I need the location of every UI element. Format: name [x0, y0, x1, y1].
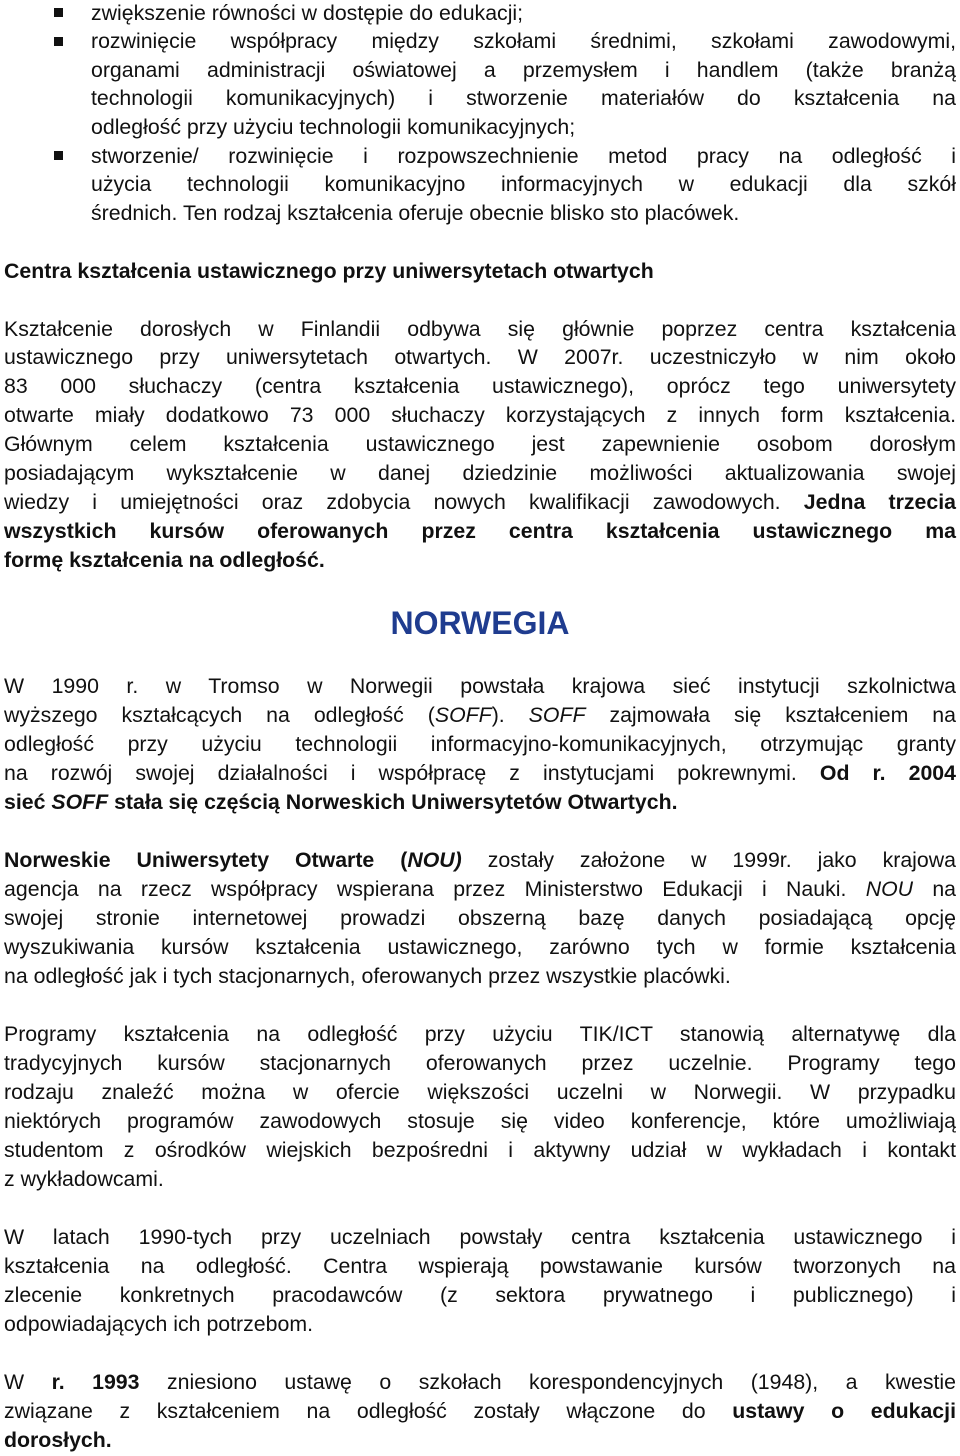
bullet-text: organami administracji oświatowej a przemysłem i handlem (także branżą	[91, 58, 956, 82]
emphasis-run: Od r. 2004	[819, 761, 956, 785]
text-run: związane z kształceniem na odległość zostały włączone do	[4, 1399, 733, 1423]
emphasis-run: ustawy o edukacji	[732, 1399, 956, 1423]
acronym-run: NOU	[865, 877, 914, 901]
text-run: stała się częścią Norweskich Uniwersytetów Otwartych.	[108, 790, 678, 814]
bullet-text: użycia technologii komunikacyjno informacyjnych w edukacji dla szkół	[91, 172, 956, 196]
paragraph-line: tradycyjnych kursów stacjonarnych oferowanych przez uczelnie. Programy tego	[4, 1051, 956, 1075]
paragraph-line: dorosłych.	[4, 1428, 112, 1452]
bullet-text: średnich. Ten rodzaj kształcenia oferuje obecnie blisko sto placówek.	[91, 201, 740, 225]
paragraph-line	[4, 1368, 956, 1397]
paragraph-line	[4, 488, 956, 517]
paragraph-line: niektórych programów zawodowych stosuje się video konferencje, które umożliwiają	[4, 1109, 956, 1133]
acronym-run: SOFF	[434, 703, 492, 727]
paragraph-line: swojej stronie internetowej prowadzi obszerną bazę danych posiadającą opcję	[4, 906, 956, 930]
text-run: wiedzy i umiejętności oraz zdobycia nowych kwalifikacji zawodowych.	[4, 490, 804, 514]
bullet-text: zwiększenie równości w dostępie do edukacji;	[91, 1, 524, 25]
paragraph-line	[4, 701, 956, 730]
paragraph-line: rodzaju znaleźć można w ofercie większości uczelni w Norwegii. W przypadku	[4, 1080, 956, 1104]
paragraph-line: wszystkich kursów oferowanych przez centra kształcenia ustawicznego ma	[4, 519, 956, 543]
paragraph-line: zlecenie konkretnych pracodawców (z sektora prywatnego i publicznego) i	[4, 1283, 956, 1307]
paragraph-line: z wykładowcami.	[4, 1167, 164, 1191]
emphasis-run: Jedna trzecia	[803, 490, 956, 514]
bullet-text: odległość przy użyciu technologii komunikacyjnych;	[91, 115, 576, 139]
paragraph-line: studentom z ośrodków wiejskich bezpośredni i aktywny udział w wykładach i kontakt	[4, 1138, 956, 1162]
paragraph-line: kształcenia na odległość. Centra wspierają powstawanie kursów tworzonych na	[4, 1254, 956, 1278]
paragraph-line: ustawicznego przy uniwersytetach otwartych. W 2007r. uczestniczyło w nim około	[4, 345, 956, 369]
paragraph-line: 83 000 słuchaczy (centra kształcenia ustawicznego), oprócz tego uniwersytety	[4, 374, 956, 398]
text-run: wyższego kształcących na odległość (	[4, 703, 435, 727]
acronym-run: SOFF	[51, 790, 109, 814]
text-run: ).	[491, 703, 529, 727]
paragraph-line: posiadającym wykształcenie w danej dziedzinie możliwości aktualizowania swojej	[4, 461, 956, 485]
bullet-text: rozwinięcie współpracy między szkołami średnimi, szkołami zawodowymi,	[91, 29, 956, 53]
country-heading: NORWEGIA	[390, 605, 570, 641]
paragraph-line: odległość przy użyciu technologii informacyjno-komunikacyjnych, otrzymując granty	[4, 732, 956, 756]
text-run: na rozwój swojej działalności i współpracę z instytucjami pokrewnymi.	[4, 761, 820, 785]
paragraph-line	[4, 759, 956, 788]
paragraph-line	[4, 846, 956, 875]
emphasis-run: r. 1993	[51, 1370, 140, 1394]
paragraph-line	[4, 1397, 956, 1426]
paragraph-line: Kształcenie dorosłych w Finlandii odbywa się głównie poprzez centra kształcenia	[4, 317, 956, 341]
paragraph-line: W 1990 r. w Tromso w Norwegii powstała krajowa sieć instytucji szkolnictwa	[4, 674, 956, 698]
emphasis-run: Norweskie Uniwersytety Otwarte (	[4, 848, 408, 872]
paragraph-line: Głównym celem kształcenia ustawicznego jest zapewnienie osobom dorosłym	[4, 432, 956, 456]
bullet-text: technologii komunikacyjnych) i stworzenie materiałów do kształcenia na	[91, 86, 956, 110]
paragraph-line: otwarte miały dodatkowo 73 000 słuchaczy korzystających z innych form kształcenia.	[4, 403, 956, 427]
text-run: W	[4, 1370, 52, 1394]
text-run: na	[913, 877, 957, 901]
text-run: agencja na rzecz współpracy wspierana przez Ministerstwo Edukacji i Nauki.	[4, 877, 866, 901]
text-run: zostały założone w 1999r. jako krajowa	[461, 848, 956, 872]
paragraph-line	[4, 875, 956, 904]
text-run: zniesiono ustawę o szkołach korespondencyjnych (1948), a kwestie	[139, 1370, 956, 1394]
section-heading: Centra kształcenia ustawicznego przy uniwersytetach otwartych	[4, 259, 654, 283]
acronym-run: SOFF	[528, 703, 586, 727]
bullet-marker	[54, 8, 63, 17]
bullet-marker	[54, 151, 63, 160]
text-run: zajmowała się kształceniem na	[585, 703, 956, 727]
paragraph-line: formę kształcenia na odległość.	[4, 548, 325, 572]
paragraph-line: W latach 1990-tych przy uczelniach powstały centra kształcenia ustawicznego i	[4, 1225, 956, 1249]
paragraph-line: na odległość jak i tych stacjonarnych, oferowanych przez wszystkie placówki.	[4, 964, 731, 988]
acronym-run: NOU)	[407, 848, 462, 872]
paragraph-line: wyszukiwania kursów kształcenia ustawicznego, zarówno tych w formie kształcenia	[4, 935, 956, 959]
bullet-marker	[54, 37, 63, 46]
paragraph-line: Programy kształcenia na odległość przy użyciu TIK/ICT stanowią alternatywę dla	[4, 1022, 956, 1046]
text-run: sieć	[4, 790, 52, 814]
paragraph-line	[4, 788, 956, 817]
paragraph-line: odpowiadających ich potrzebom.	[4, 1312, 313, 1336]
bullet-text: stworzenie/ rozwinięcie i rozpowszechnienie metod pracy na odległość i	[91, 144, 956, 168]
